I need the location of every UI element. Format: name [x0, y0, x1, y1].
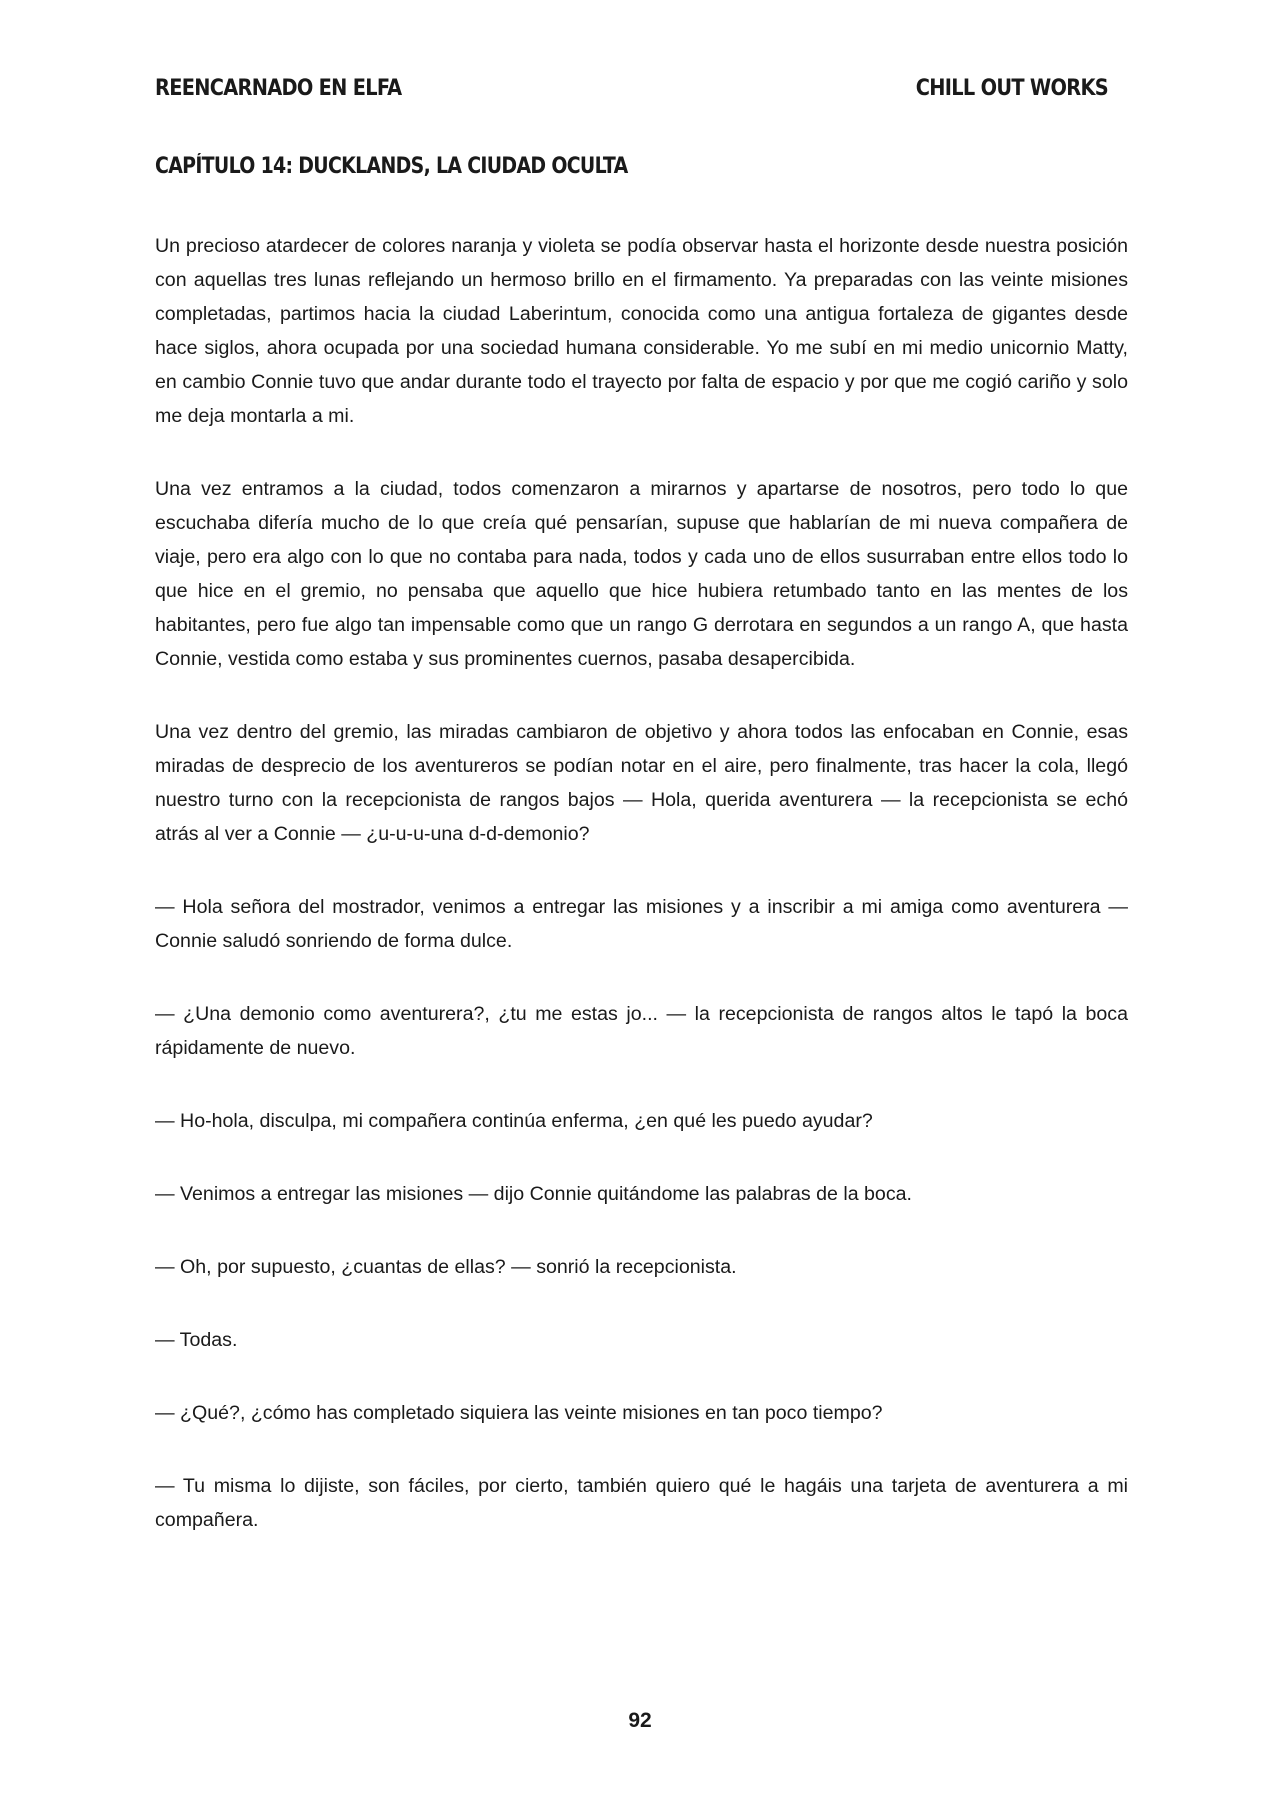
chapter-title: CAPÍTULO 14: DUCKLANDS, LA CIUDAD OCULTA [155, 154, 628, 179]
paragraph: — ¿Una demonio como aventurera?, ¿tu me estas jo... — la recepcionista de rangos altos le tapó la boca rápidamente de nuevo. [155, 1003, 1128, 1059]
paragraph: — Venimos a entregar las misiones — dijo Connie quitándome las palabras de la boca. [155, 1183, 912, 1205]
paragraph: Un precioso atardecer de colores naranja y violeta se podía observar hasta el horizonte desde nuestra posición con aquellas tres lunas reflejando un hermoso brillo en el firmamento. Ya preparadas con las veinte misiones completadas, partimos hacia la ciudad Laberintum, conocida como una antigua fortaleza de gigantes desde hace siglos, ahora ocupada por una sociedad humana considerable. Yo me subí en mi medio unicornio Matty, en cambio Connie tuvo que andar durante todo el trayecto por falta de espacio y por que me cogió cariño y solo me deja montarla a mi. [155, 235, 1128, 427]
header-book-title: REENCARNADO EN ELFA [155, 76, 402, 101]
header-publisher: CHILL OUT WORKS [915, 76, 1109, 101]
body-text [155, 229, 1128, 1576]
paragraph: — Oh, por supuesto, ¿cuantas de ellas? — sonrió la recepcionista. [155, 1256, 737, 1278]
page-number: 92 [628, 1709, 652, 1732]
paragraph: Una vez entramos a la ciudad, todos comenzaron a mirarnos y apartarse de nosotros, pero todo lo que escuchaba difería mucho de lo que creía qué pensarían, supuse que hablarían de mi nueva compañera de viaje, pero era algo con lo que no contaba para nada, todos y cada uno de ellos susurraban entre ellos todo lo que hice en el gremio, no pensaba que aquello que hice hubiera retumbado tanto en las mentes de los habitantes, pero fue algo tan impensable como que un rango G derrotara en segundos a un rango A, que hasta Connie, vestida como estaba y sus prominentes cuernos, pasaba desapercibida. [155, 478, 1128, 670]
paragraph: — Hola señora del mostrador, venimos a entregar las misiones y a inscribir a mi amiga como aventurera — Connie saludó sonriendo de forma dulce. [155, 896, 1128, 952]
paragraph: — Tu misma lo dijiste, son fáciles, por cierto, también quiero qué le hagáis una tarjeta de aventurera a mi compañera. [155, 1475, 1128, 1531]
running-header [155, 76, 1108, 101]
paragraph: — Todas. [155, 1329, 238, 1351]
paragraph: — ¿Qué?, ¿cómo has completado siquiera las veinte misiones en tan poco tiempo? [155, 1402, 883, 1424]
paragraph: Una vez dentro del gremio, las miradas cambiaron de objetivo y ahora todos las enfocaban en Connie, esas miradas de desprecio de los aventureros se podían notar en el aire, pero finalmente, tras hacer la cola, llegó nuestro turno con la recepcionista de rangos bajos — Hola, querida aventurera — la recepcionista se echó atrás al ver a Connie — ¿u-u-u-una d-d-demonio? [155, 721, 1128, 845]
paragraph: — Ho-hola, disculpa, mi compañera continúa enferma, ¿en qué les puedo ayudar? [155, 1110, 873, 1132]
